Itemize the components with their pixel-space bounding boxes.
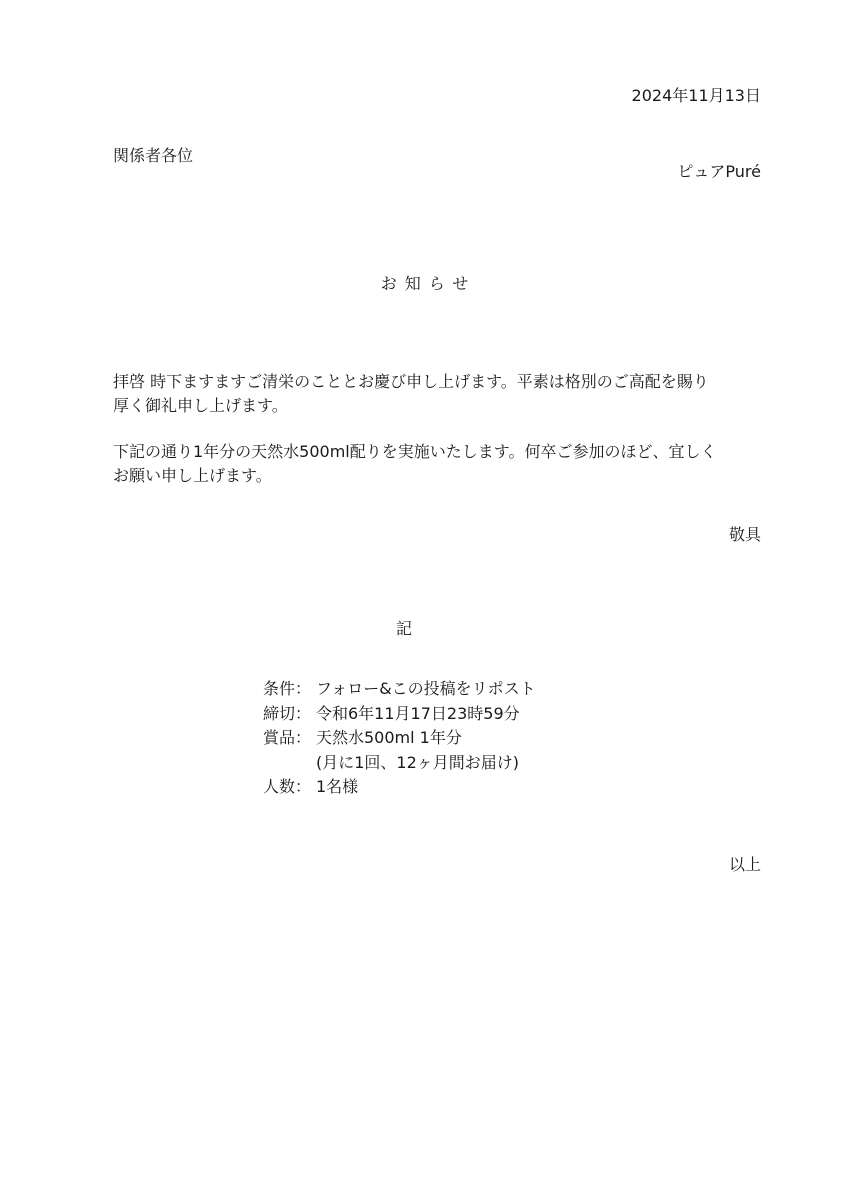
greeting-paragraph (113, 370, 763, 418)
announcement-paragraph (113, 440, 763, 488)
recipient: 関係者各位 (113, 146, 194, 165)
detail-label: 人数： (263, 777, 312, 796)
document-title: お知らせ (380, 274, 477, 293)
greeting-line-2: 厚く御礼申し上げます。 (113, 396, 288, 415)
closing-word: 敬具 (728, 525, 761, 544)
announcement-line-1: 下記の通り1年分の天然水500ml配りを実施いたします。何卒ご参加のほど、宜しく (113, 442, 717, 461)
detail-value: 令和6年11月17日23時59分 (316, 703, 520, 723)
sender: ピュアPuré (677, 162, 761, 181)
announcement-line-2: お願い申し上げます。 (113, 466, 272, 485)
detail-prize (263, 726, 536, 751)
detail-label: 条件： (263, 679, 312, 698)
detail-value: 1名様 (316, 777, 359, 796)
greeting-line-1: 拝啓 時下ますますご清栄のこととお慶び申し上げます。平素は格別のご高配を賜り (113, 372, 709, 391)
detail-deadline (263, 702, 536, 727)
ki-heading: 記 (396, 619, 413, 638)
detail-count (263, 775, 536, 800)
detail-value: 天然水500ml 1年分 (316, 728, 462, 747)
end-word: 以上 (728, 855, 761, 874)
detail-label: 締切： (263, 703, 312, 723)
details-list (263, 677, 536, 800)
detail-label: 賞品： (263, 728, 312, 747)
detail-condition (263, 677, 536, 702)
document-date: 2024年11月13日 (631, 86, 761, 105)
detail-prize-note: (月に1回、12ヶ月間お届け) (316, 752, 520, 772)
detail-value: フォロー&この投稿をリポスト (316, 679, 536, 698)
